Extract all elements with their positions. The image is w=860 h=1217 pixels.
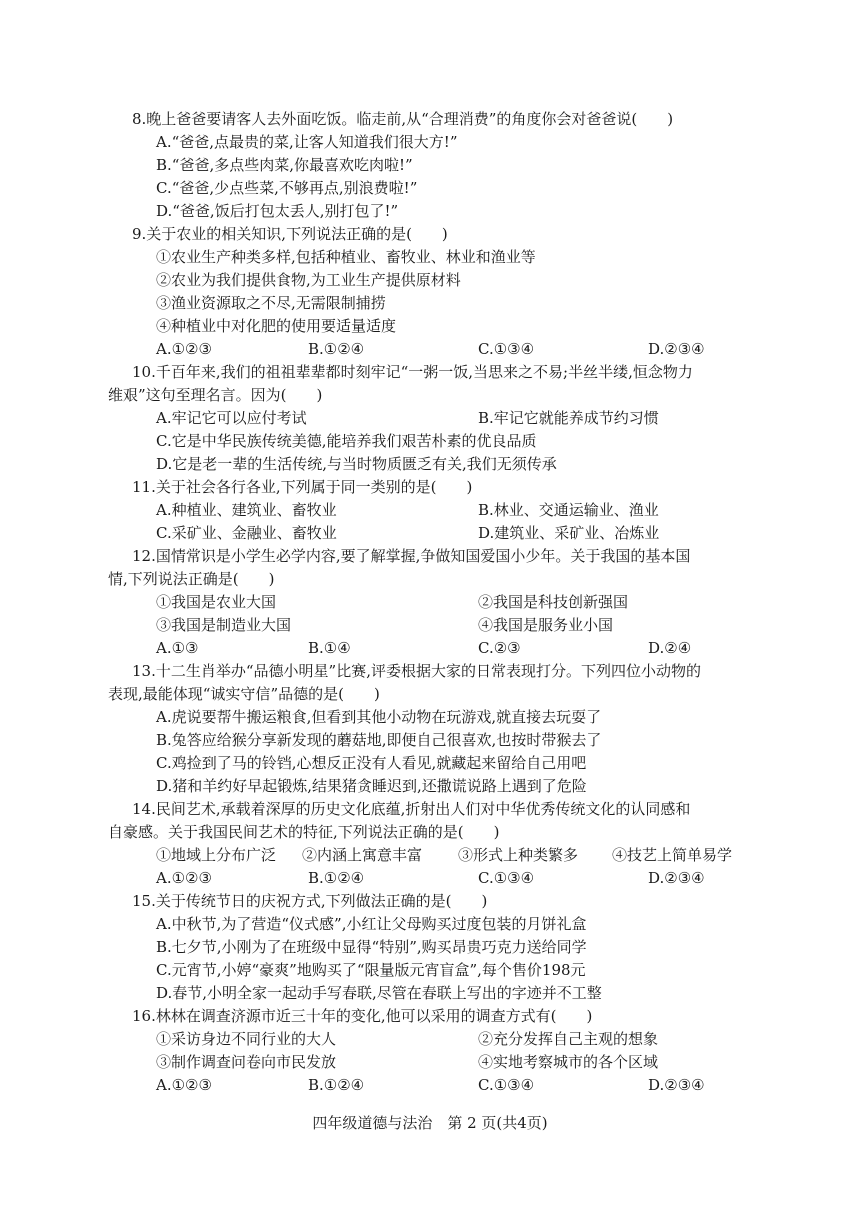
question-8-option-c: C.“爸爸,少点些菜,不够再点,别浪费啦!” [156,179,418,197]
question-15-option-b: B.七夕节,小刚为了在班级中显得“特别”,购买昂贵巧克力送给同学 [156,938,587,956]
question-14-stem-line-2: 自豪感。关于我国民间艺术的特征,下列说法正确的是( ) [108,823,500,841]
question-12-statement-4: ④我国是服务业小国 [478,616,614,634]
question-12-statement-2: ②我国是科技创新强国 [478,593,629,611]
question-10-option-a: A.牢记它可以应付考试 [156,409,307,427]
question-9-option-d: D.②③④ [648,340,705,358]
question-12-option-c: C.②③ [478,639,521,657]
question-16-option-b: B.①②④ [308,1076,365,1094]
question-16-statement-1: ①采访身边不同行业的大人 [156,1030,337,1048]
question-10-stem-line-2: 维艰”这句至理名言。因为( ) [108,386,323,404]
question-8-option-d: D.“爸爸,饭后打包太丢人,别打包了!” [156,202,399,220]
question-12-option-b: B.①④ [308,639,351,657]
question-14-option-b: B.①②④ [308,869,365,887]
question-11-option-d: D.建筑业、采矿业、冶炼业 [478,524,660,542]
question-14-option-a: A.①②③ [156,869,212,887]
question-11-option-a: A.种植业、建筑业、畜牧业 [156,501,337,519]
question-9-option-c: C.①③④ [478,340,535,358]
question-9-statement-4: ④种植业中对化肥的使用要适量适度 [156,317,397,335]
question-11-option-c: C.采矿业、金融业、畜牧业 [156,524,337,542]
question-10-stem-line-1: 10.千百年来,我们的祖祖辈辈都时刻牢记“一粥一饭,当思来之不易;半丝半缕,恒念物力 [132,363,693,381]
question-12-statement-3: ③我国是制造业大国 [156,616,292,634]
question-14-statement-1: ①地域上分布广泛 [156,846,277,864]
question-8-option-a: A.“爸爸,点最贵的菜,让客人知道我们很大方!” [156,133,458,151]
page-footer: 四年级道德与法治 第 2 页(共4页) [312,1114,548,1132]
question-12-option-a: A.①③ [156,639,199,657]
question-10-option-b: B.牢记它就能养成节约习惯 [478,409,659,427]
question-9-option-b: B.①②④ [308,340,365,358]
question-12-stem-line-1: 12.国情常识是小学生必学内容,要了解掌握,争做知国爱国小少年。关于我国的基本国 [132,547,691,565]
question-9-statement-1: ①农业生产种类多样,包括种植业、畜牧业、林业和渔业等 [156,248,536,266]
question-9-statement-3: ③渔业资源取之不尽,无需限制捕捞 [156,294,386,312]
question-12-stem-line-2: 情,下列说法正确是( ) [108,570,275,588]
question-9-stem: 9.关于农业的相关知识,下列说法正确的是( ) [132,225,448,243]
question-14-statement-3: ③形式上种类繁多 [458,846,579,864]
question-12-statement-1: ①我国是农业大国 [156,593,277,611]
question-13-stem-line-1: 13.十二生肖举办“品德小明星”比赛,评委根据大家的日常表现打分。下列四位小动物的 [132,662,701,680]
question-16-option-a: A.①②③ [156,1076,212,1094]
question-8-option-b: B.“爸爸,多点些肉菜,你最喜欢吃肉啦!” [156,156,413,174]
question-9-statement-2: ②农业为我们提供食物,为工业生产提供原材料 [156,271,461,289]
question-13-option-d: D.猪和羊约好早起锻炼,结果猪贪睡迟到,还撒谎说路上遇到了危险 [156,777,587,795]
question-13-option-c: C.鸡捡到了马的铃铛,心想反正没有人看见,就藏起来留给自己用吧 [156,754,587,772]
question-13-stem-line-2: 表现,最能体现“诚实守信”品德的是( ) [108,685,380,703]
question-16-statement-4: ④实地考察城市的各个区域 [478,1053,659,1071]
question-16-stem: 16.林林在调查济源市近三十年的变化,他可以采用的调查方式有( ) [132,1007,593,1025]
question-14-statement-4: ④技艺上简单易学 [612,846,733,864]
question-14-statement-2: ②内涵上寓意丰富 [302,846,423,864]
question-15-stem: 15.关于传统节日的庆祝方式,下列做法正确的是( ) [132,892,488,910]
question-11-stem: 11.关于社会各行各业,下列属于同一类别的是( ) [132,478,473,496]
question-15-option-d: D.春节,小明全家一起动手写春联,尽管在春联上写出的字迹并不工整 [156,984,602,1002]
question-13-option-a: A.虎说要帮牛搬运粮食,但看到其他小动物在玩游戏,就直接去玩耍了 [156,708,602,726]
question-14-option-d: D.②③④ [648,869,705,887]
question-15-option-c: C.元宵节,小婷“豪爽”地购买了“限量版元宵盲盒”,每个售价198元 [156,961,586,979]
question-12-option-d: D.②④ [648,639,692,657]
question-10-option-d: D.它是老一辈的生活传统,与当时物质匮乏有关,我们无须传承 [156,455,557,473]
question-9-option-a: A.①②③ [156,340,212,358]
question-16-statement-3: ③制作调查问卷向市民发放 [156,1053,337,1071]
question-14-stem-line-1: 14.民间艺术,承载着深厚的历史文化底蕴,折射出人们对中华优秀传统文化的认同感和 [132,800,691,818]
question-11-option-b: B.林业、交通运输业、渔业 [478,501,659,519]
question-10-option-c: C.它是中华民族传统美德,能培养我们艰苦朴素的优良品质 [156,432,537,450]
question-14-option-c: C.①③④ [478,869,535,887]
question-15-option-a: A.中秋节,为了营造“仪式感”,小红让父母购买过度包装的月饼礼盒 [156,915,587,933]
question-16-option-d: D.②③④ [648,1076,705,1094]
question-16-statement-2: ②充分发挥自己主观的想象 [478,1030,659,1048]
question-16-option-c: C.①③④ [478,1076,535,1094]
question-13-option-b: B.兔答应给猴分享新发现的蘑菇地,即便自己很喜欢,也按时带猴去了 [156,731,602,749]
question-8-stem: 8.晚上爸爸要请客人去外面吃饭。临走前,从“合理消费”的角度你会对爸爸说( ) [132,110,674,128]
